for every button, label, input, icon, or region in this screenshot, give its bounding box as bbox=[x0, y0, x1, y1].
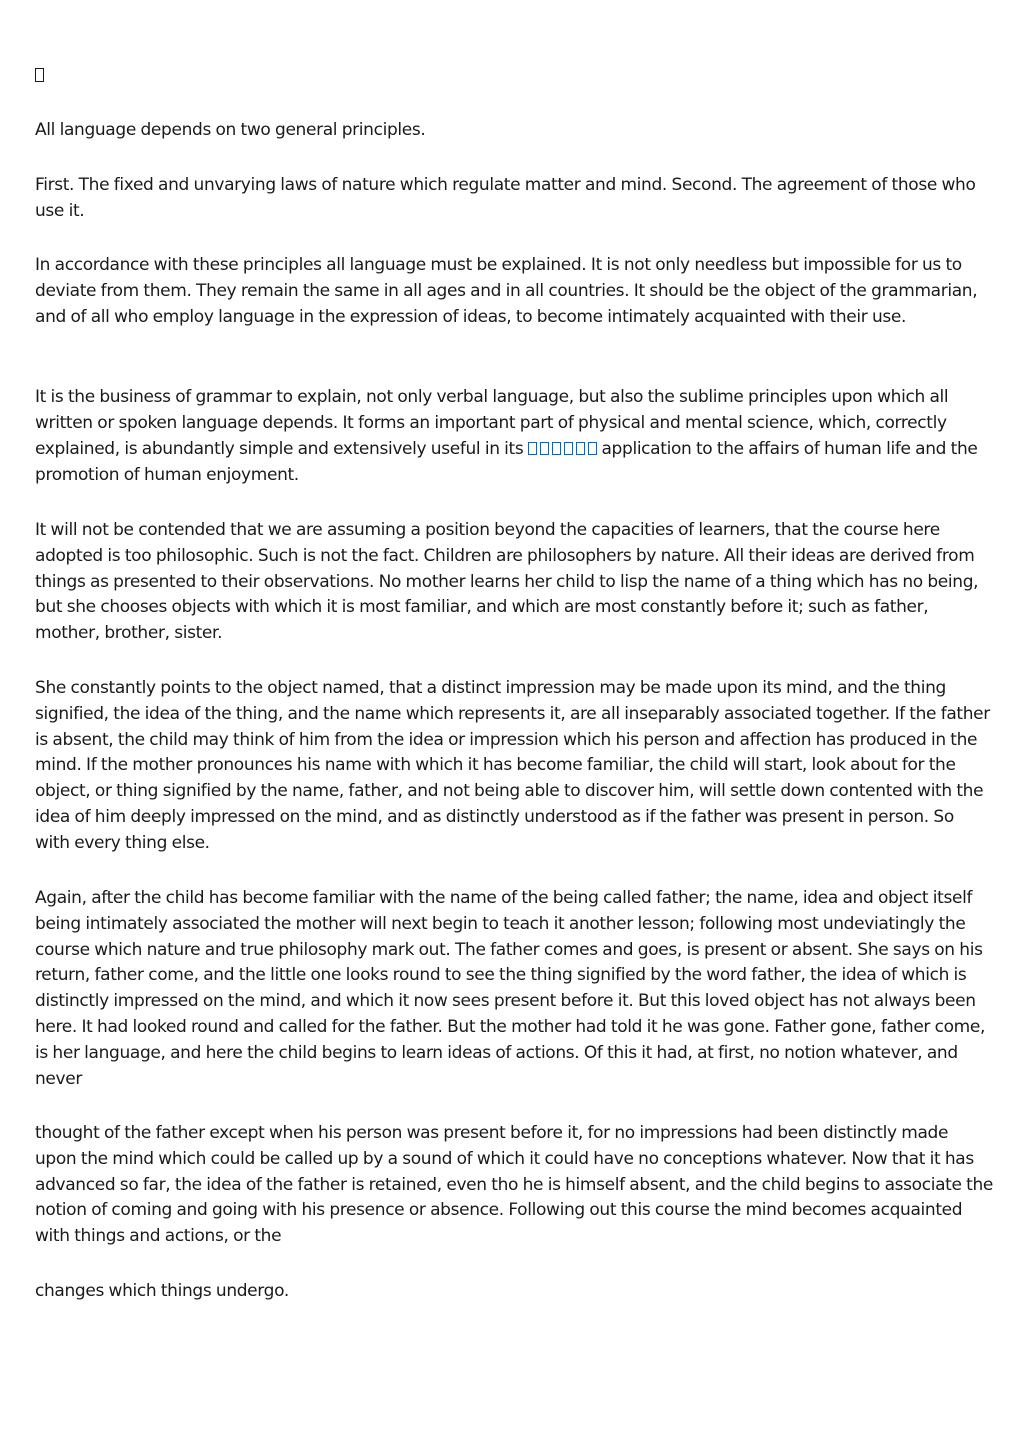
paragraph-changes: changes which things undergo. bbox=[35, 1281, 289, 1301]
missing-glyph-box-icon bbox=[564, 442, 573, 455]
missing-glyph-box-icon bbox=[528, 442, 537, 455]
missing-glyph-box-icon bbox=[588, 442, 597, 455]
paragraph-principles: All language depends on two general principles. bbox=[35, 120, 426, 140]
missing-glyph-link[interactable] bbox=[528, 439, 597, 459]
paragraph-business-of-grammar bbox=[35, 385, 993, 489]
paragraph-first-second: First. The fixed and unvarying laws of nature which regulate matter and mind. Second. The agreement of those who use it. bbox=[35, 175, 976, 221]
paragraph-again: Again, after the child has become familiar with the name of the being called father; the name, idea and object itself being intimately associated the mother will next begin to teach it another lesson; following most undeviatingly the course which nature and true philosophy mark out. The father comes and goes, is present or absent. She says on his return, father come, and the little one looks round to see the thing signified by the word father, the idea of which is distinctly impressed on the mind, and which it now sees present before it. But this loved object has not always been here. It had looked round and called for the father. But the mother had told it he was gone. Father gone, father come, is her language, and here the child begins to learn ideas of actions. Of this it had, at first, no notion whatever, and never bbox=[35, 888, 986, 1089]
paragraph-text-after-link: application to the affairs of human life and the promotion of human enjoyment. bbox=[35, 438, 978, 486]
paragraph-not-contended: It will not be contended that we are assuming a position beyond the capacities of learners, that the course here adopted is too philosophic. Such is not the fact. Children are philosophers by nature. All their ideas are derived from things as presented to their observations. No mother learns her child to lisp the name of a thing which has no being, but she chooses objects with which it is most familiar, and which are most constantly before it; such as father, mother, brother, sister. bbox=[35, 520, 979, 644]
missing-glyph-box-icon bbox=[576, 442, 585, 455]
paragraph-thought-of-father: thought of the father except when his person was present before it, for no impressions had been distinctly made upon the mind which could be called up by a sound of which it could have no conceptions whatever. Now that it has advanced so far, the idea of the father is retained, even tho he is himself absent, and the child begins to associate the notion of coming and going with his presence or absence. Following out this course the mind becomes acquainted with things and actions, or the bbox=[35, 1123, 994, 1247]
missing-glyph-box-icon bbox=[540, 442, 549, 455]
paragraph-constantly-points: She constantly points to the object named, that a distinct impression may be made upon its mind, and the thing signified, the idea of the thing, and the name which represents it, are all inseparably associated together. If the father is absent, the child may think of him from the idea or impression which his person and affection has produced in the mind. If the mother pronounces his name with which it has become familiar, the child will start, look about for the object, or thing signified by the name, father, and not being able to discover him, will settle down contented with the idea of him deeply impressed on the mind, and as distinctly understood as if the father was present in person. So with every thing else. bbox=[35, 678, 990, 853]
missing-glyph-box-icon bbox=[35, 68, 44, 82]
missing-glyph-box-icons bbox=[528, 438, 597, 464]
paragraph-text-before-link: It is the business of grammar to explain, not only verbal language, but also the sublime principles upon which all written or spoken language depends. It forms an important part of physical and mental science, which, correctly explained, is abundantly simple and extensively useful in its bbox=[35, 387, 949, 459]
paragraph-accordance: In accordance with these principles all language must be explained. It is not only needless but impossible for us to deviate from them. They remain the same in all ages and in all countries. It should be the object of the grammarian, and of all who employ language in the expression of ideas, to become intimately acquainted with their use. bbox=[35, 255, 978, 327]
missing-glyph-box-icon bbox=[552, 442, 561, 455]
